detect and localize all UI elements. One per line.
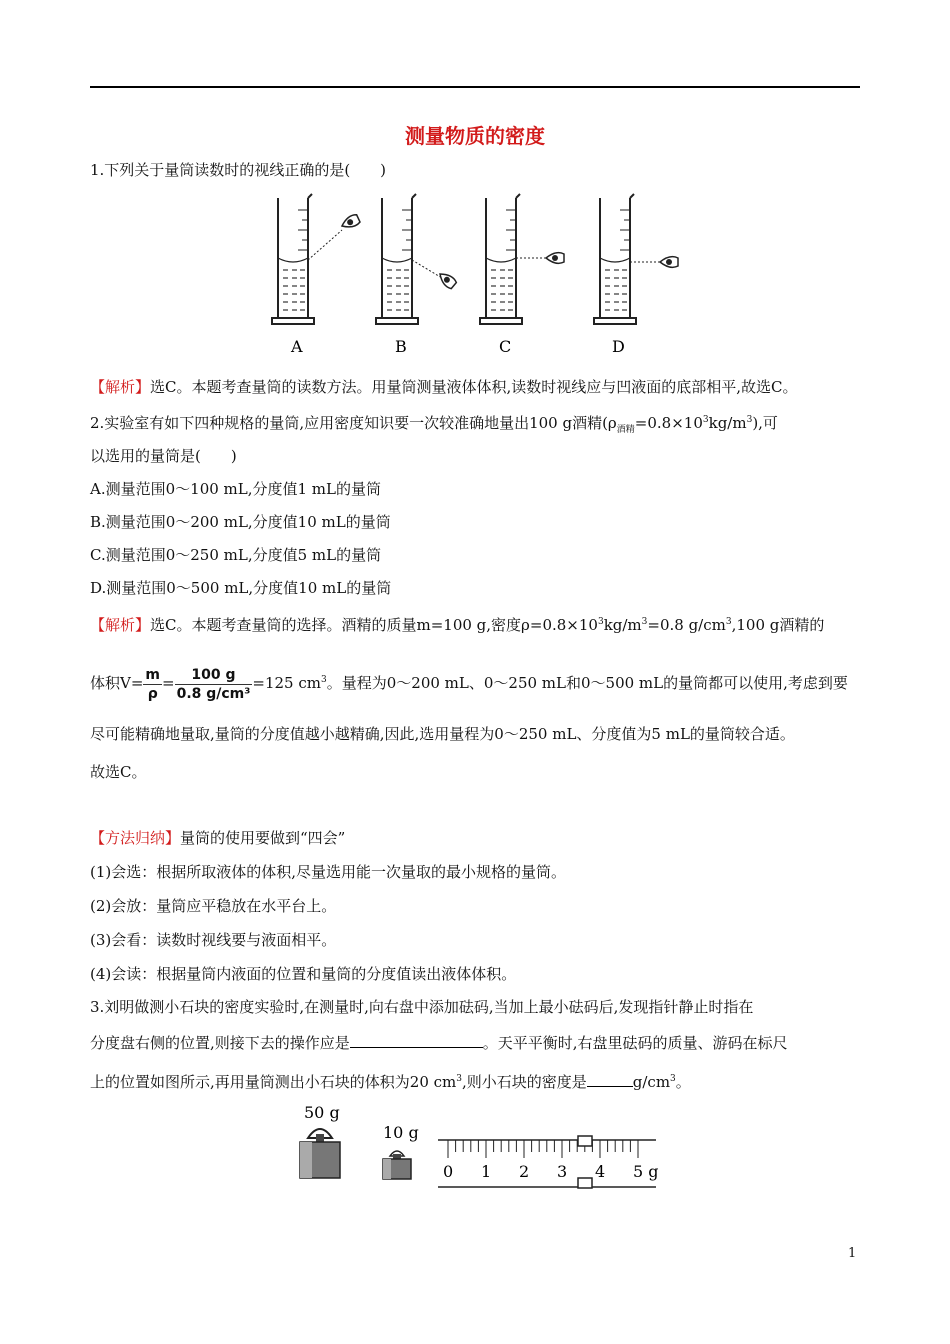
weight-50g-label: 50 g bbox=[304, 1103, 340, 1122]
balance-figure bbox=[290, 1100, 670, 1200]
q1-analysis: 【解析】选C。本题考查量筒的读数方法。用量筒测量液体体积,读数时视线应与凹液面的底部相平,故选C。 bbox=[90, 378, 798, 396]
cylinder-b bbox=[376, 194, 418, 324]
analysis-tag: 【解析】 bbox=[90, 616, 151, 634]
method-item-2: (2)会放：量筒应平稳放在水平台上。 bbox=[90, 897, 337, 915]
header-rule bbox=[90, 86, 860, 88]
method-head: 【方法归纳】量筒的使用要做到“四会” bbox=[90, 829, 346, 847]
method-item-4: (4)会读：根据量筒内液面的位置和量筒的分度值读出液体体积。 bbox=[90, 965, 517, 983]
answer-blank-1[interactable] bbox=[350, 1033, 483, 1048]
q2-analysis-line2: 体积V= $\frac{m}{\rho}$ = $\frac{100 g}{\text{0.8 g/cm³}}$ =125 $cm^3$。量程为0～200 mL、0～250 mL和0～500 mL的量筒都可以使用,考虑到要 bbox=[90, 666, 848, 702]
label-a: A bbox=[291, 337, 303, 356]
cylinder-d bbox=[594, 194, 636, 324]
q2-option-c: C.测量范围0～250 mL,分度值5 mL的量筒 bbox=[90, 546, 382, 564]
scale-label: 0 bbox=[443, 1162, 454, 1181]
scale-label: 2 bbox=[519, 1162, 530, 1181]
q2-analysis-line4: 故选C。 bbox=[90, 763, 147, 781]
q3-stem-line1: 3.刘明做测小石块的密度实验时,在测量时,向右盘中添加砝码,当加上最小砝码后,发现指针静止时指在 bbox=[90, 998, 754, 1016]
scale-label: 3 bbox=[557, 1162, 568, 1181]
scale-label: 1 bbox=[481, 1162, 492, 1181]
q2-stem-line2: 以选用的量筒是( ) bbox=[90, 447, 237, 465]
q2-option-a: A.测量范围0～100 mL,分度值1 mL的量筒 bbox=[90, 480, 381, 498]
fraction-m-over-rho: $\frac{m}{\rho}$ bbox=[145, 666, 160, 702]
q2-stem-line1: 2.实验室有如下四种规格的量筒,应用密度知识要一次较准确地量出100 g酒精$(\rho_{酒精}=0.8\times 10^3kg/m^3)$,可 bbox=[90, 414, 778, 435]
label-d: D bbox=[612, 337, 625, 356]
q3-stem-line2: 分度盘右侧的位置,则接下去的操作应是 。天平平衡时,右盘里砝码的质量、游码在标尺 bbox=[90, 1034, 788, 1052]
fraction-values: $\frac{100 g}{\text{0.8 g/cm³}}$ bbox=[176, 666, 251, 702]
method-item-1: (1)会选：根据所取液体的体积,尽量选用能一次量取的最小规格的量筒。 bbox=[90, 863, 567, 881]
q2-analysis-line1: 【解析】选C。本题考查量筒的选择。酒精的质量m=100 g,密度$\rho=0.8\times 10^3kg/m^3=0.8$ $g/cm^3,100$ g酒精的 bbox=[90, 616, 825, 634]
q3-stem-line3: 上的位置如图所示,再用量筒测出小石块的体积为20 $cm^3$,则小石块的密度是 $g/cm^3$。 bbox=[90, 1073, 691, 1091]
page-number: 1 bbox=[848, 1246, 857, 1261]
cylinder-a bbox=[272, 194, 314, 324]
q2-option-b: B.测量范围0～200 mL,分度值10 mL的量筒 bbox=[90, 513, 391, 531]
q1-stem: 1.下列关于量筒读数时的视线正确的是( ) bbox=[90, 161, 387, 179]
weight-10g-label: 10 g bbox=[383, 1123, 419, 1142]
page-title: 测量物质的密度 bbox=[405, 124, 545, 148]
analysis-tag: 【解析】 bbox=[90, 378, 151, 396]
q2-option-d: D.测量范围0～500 mL,分度值10 mL的量筒 bbox=[90, 579, 392, 597]
cylinder-c bbox=[480, 194, 522, 324]
answer-blank-2[interactable] bbox=[587, 1072, 633, 1087]
q1-cylinders-figure bbox=[260, 190, 700, 360]
q2-analysis-line3: 尽可能精确地量取,量筒的分度值越小越精确,因此,选用量程为0～250 mL、分度值为5 mL的量筒较合适。 bbox=[90, 725, 795, 743]
scale-label: 4 bbox=[595, 1162, 606, 1181]
method-item-3: (3)会看：读数时视线要与液面相平。 bbox=[90, 931, 337, 949]
label-b: B bbox=[395, 337, 407, 356]
scale-label: 5 g bbox=[633, 1162, 659, 1181]
label-c: C bbox=[499, 337, 512, 356]
